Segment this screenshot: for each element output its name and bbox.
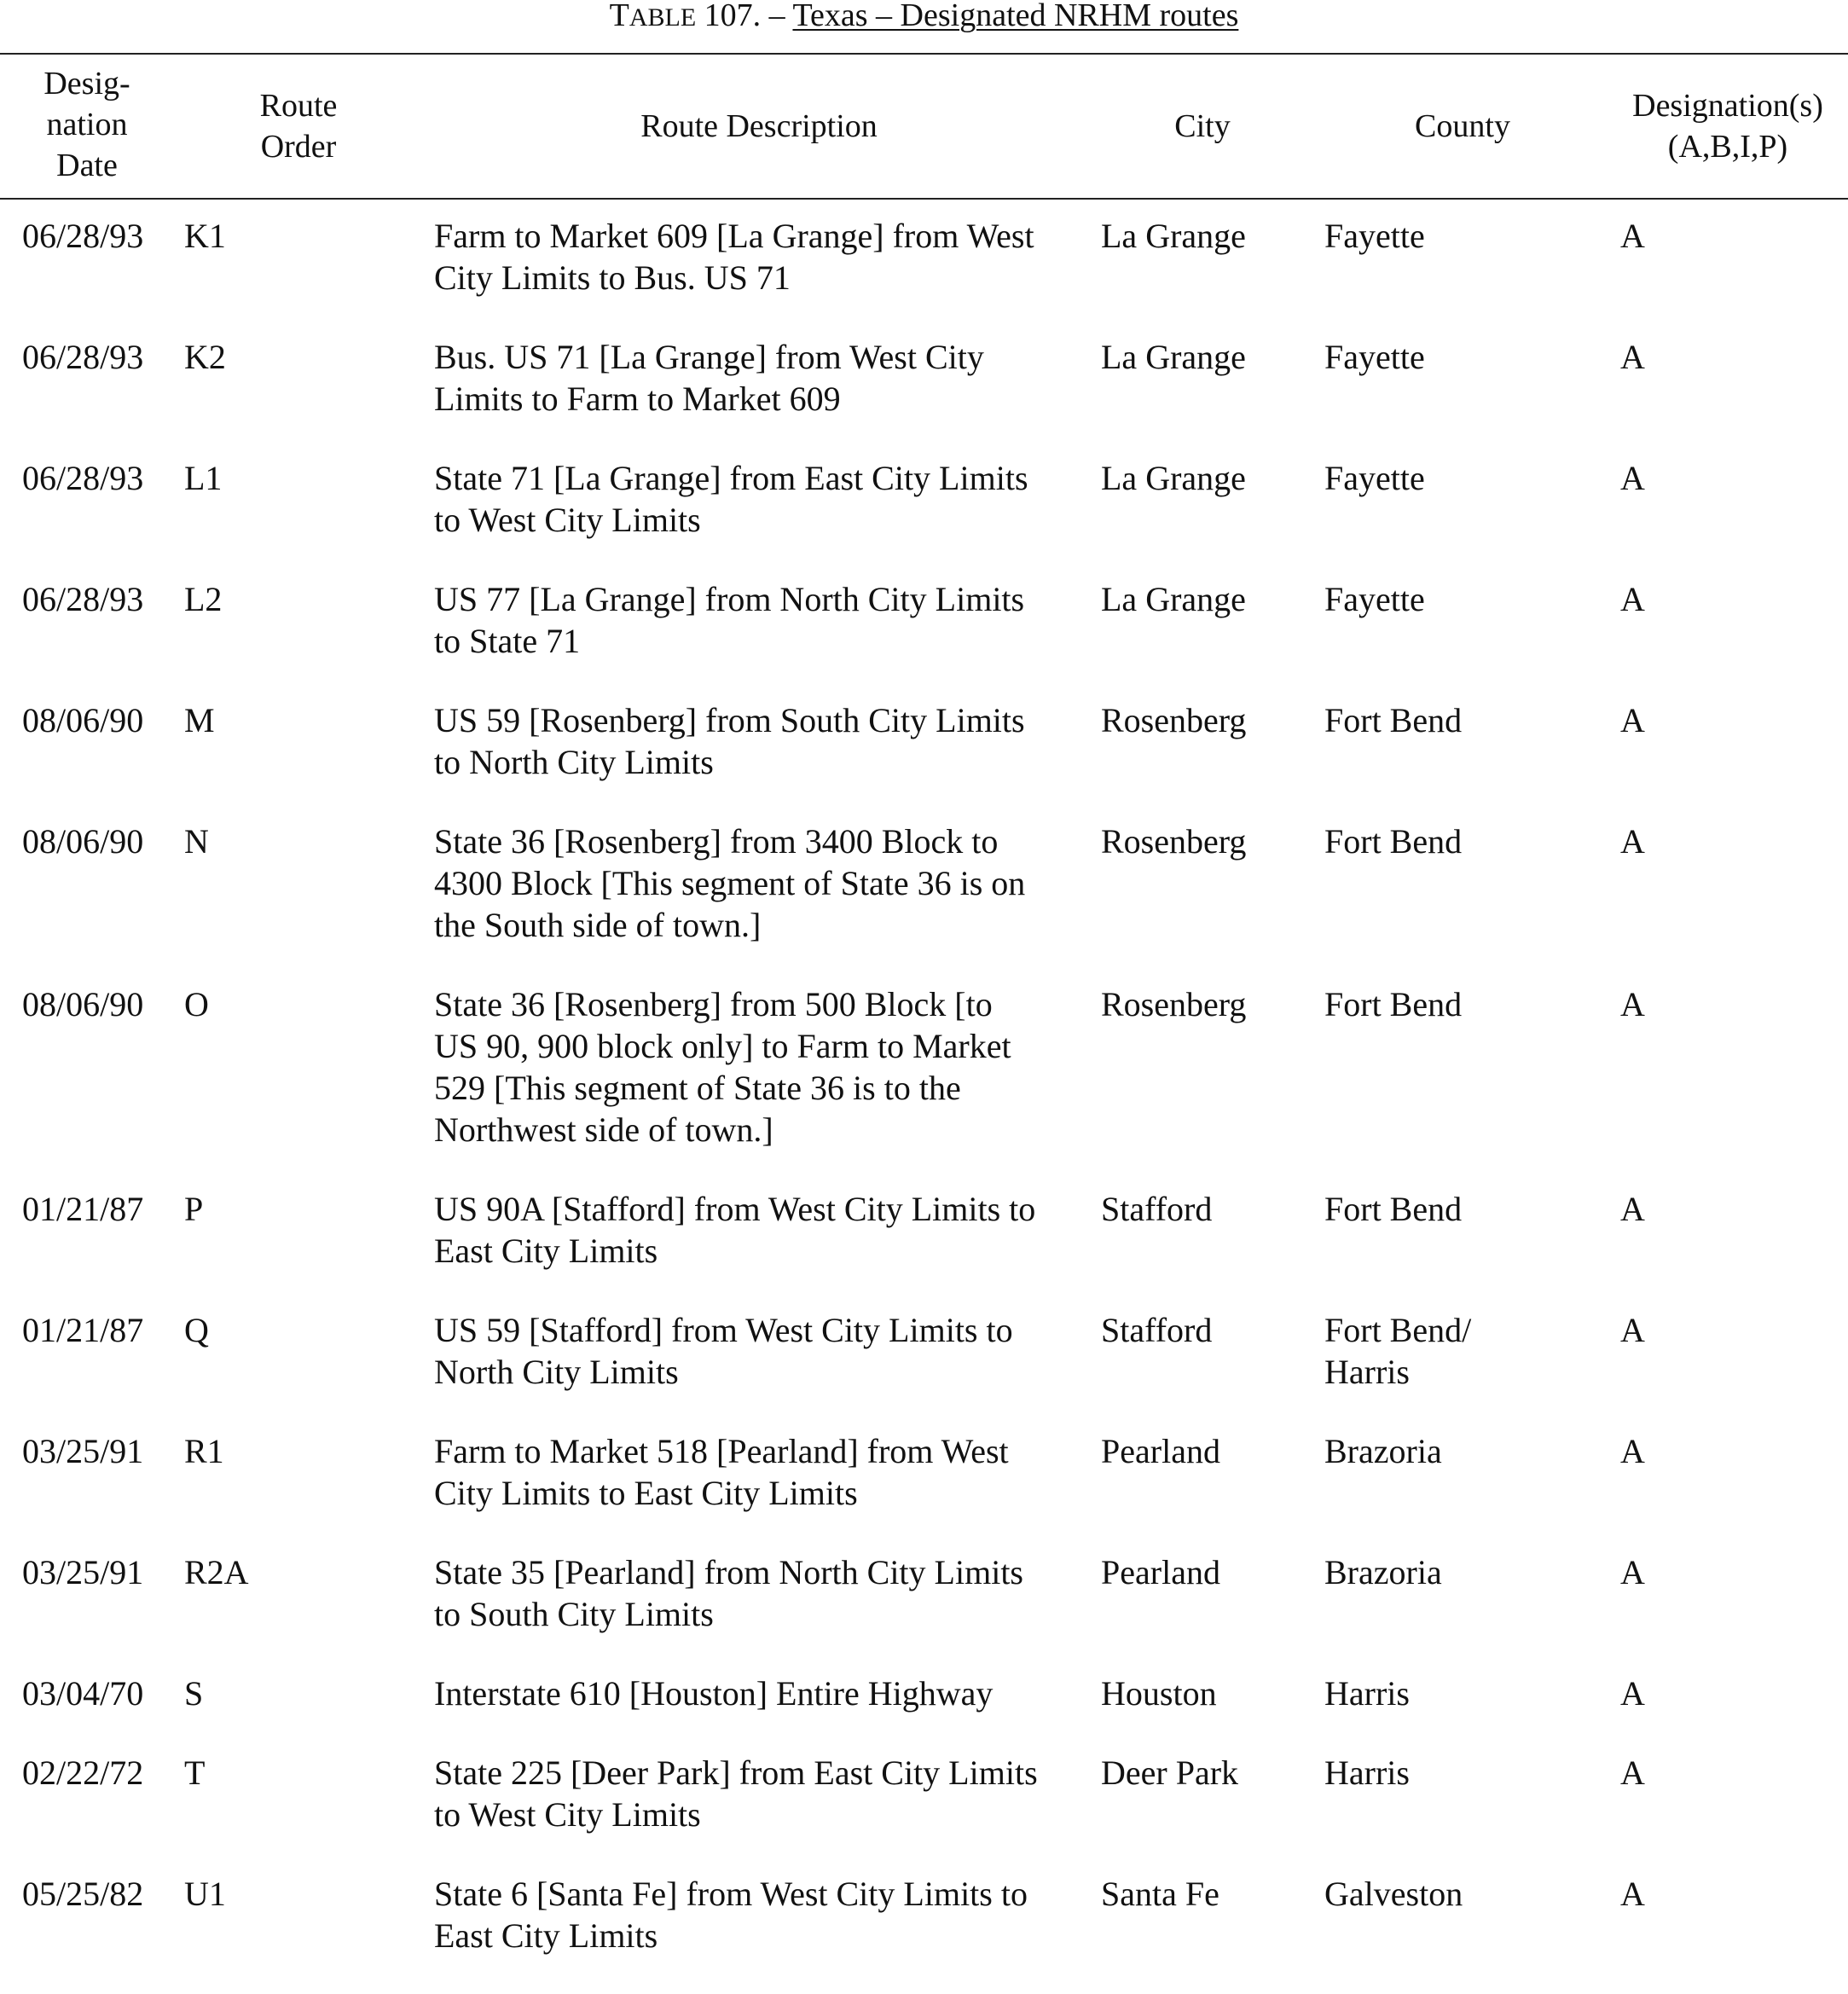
designation-cell: A [1620, 459, 1645, 497]
city-cell: La Grange [1101, 338, 1246, 376]
county-cell [1324, 336, 1614, 378]
route-description-cell-line: Farm to Market 609 [La Grange] from West [434, 217, 1034, 255]
route-description-cell-line: State 36 [Rosenberg] from 500 Block [to [434, 985, 993, 1023]
designation-date-cell: 06/28/93 [22, 217, 144, 255]
city-cell: Rosenberg [1101, 701, 1247, 739]
designation-date-cell: 03/04/70 [22, 1674, 144, 1713]
route-order-cell: S [184, 1674, 204, 1713]
route-description-cell-line: Bus. US 71 [La Grange] from West City [434, 338, 984, 376]
route-description-cell-line: Interstate 610 [Houston] Entire Highway [434, 1674, 994, 1713]
route-description-cell-line: 529 [This segment of State 36 is to the [434, 1069, 961, 1107]
header-date-line: Desig- [43, 66, 130, 101]
city-cell: Pearland [1101, 1432, 1220, 1470]
county-cell [1324, 215, 1614, 257]
county-cell [1324, 1873, 1614, 1915]
designation-date-cell: 05/25/82 [22, 1875, 144, 1913]
table-row [0, 1752, 1848, 1873]
county-cell [1324, 983, 1614, 1025]
header-city [1100, 106, 1305, 147]
table-row [0, 983, 1848, 1188]
header-date-line: Date [56, 148, 118, 183]
route-description-cell-line: US 77 [La Grange] from North City Limits [434, 580, 1025, 618]
designation-cell: A [1620, 822, 1645, 861]
designation-date-cell: 03/25/91 [22, 1553, 144, 1591]
route-description-cell [434, 983, 1099, 1151]
county-cell-line: Fayette [1324, 459, 1425, 497]
route-order-cell: P [184, 1190, 204, 1228]
route-description-cell-line: State 6 [Santa Fe] from West City Limits to [434, 1875, 1028, 1913]
route-description-cell-line: Farm to Market 518 [Pearland] from West [434, 1432, 1009, 1470]
designation-cell: A [1620, 1311, 1645, 1349]
city-cell: Rosenberg [1101, 822, 1247, 861]
caption-title: Texas – Designated NRHM routes [792, 0, 1239, 33]
route-description-cell-line: State 71 [La Grange] from East City Limits [434, 459, 1028, 497]
designation-cell: A [1620, 338, 1645, 376]
header-designation-date [22, 63, 152, 186]
route-order-cell: O [184, 985, 209, 1023]
route-description-cell [434, 1551, 1099, 1635]
county-cell-line: Fort Bend [1324, 1190, 1463, 1228]
route-description-cell-line: to South City Limits [434, 1595, 714, 1633]
route-description-cell-line: State 35 [Pearland] from North City Limits [434, 1553, 1023, 1591]
route-order-cell: L1 [184, 459, 223, 497]
county-cell [1324, 578, 1614, 620]
route-description-cell-line: to West City Limits [434, 501, 701, 539]
table-top-rule [0, 53, 1848, 55]
county-cell [1324, 1752, 1614, 1794]
route-description-cell [434, 1430, 1099, 1514]
route-description-cell-line: US 59 [Stafford] from West City Limits to [434, 1311, 1013, 1349]
route-description-cell-line: to State 71 [434, 622, 581, 660]
county-cell [1324, 699, 1614, 741]
route-order-cell: M [184, 701, 215, 739]
designation-cell: A [1620, 985, 1645, 1023]
caption-table-initial: T [609, 0, 629, 33]
header-county-text: County [1415, 108, 1510, 144]
city-cell: Pearland [1101, 1553, 1220, 1591]
county-cell-line: Harris [1324, 1753, 1410, 1792]
county-cell [1324, 820, 1614, 862]
header-order-line: Order [260, 129, 337, 165]
county-cell-line: Fayette [1324, 217, 1425, 255]
designation-date-cell: 03/25/91 [22, 1432, 144, 1470]
city-cell: La Grange [1101, 459, 1246, 497]
county-cell [1324, 1309, 1614, 1393]
designation-cell: A [1620, 1674, 1645, 1713]
county-cell-line: Brazoria [1324, 1432, 1442, 1470]
route-order-cell: Q [184, 1311, 209, 1349]
header-designation-line: (A,B,I,P) [1667, 129, 1788, 165]
route-order-cell: K1 [184, 217, 226, 255]
designation-date-cell: 08/06/90 [22, 701, 144, 739]
table-row [0, 699, 1848, 820]
county-cell [1324, 1551, 1614, 1593]
county-cell-line: Fayette [1324, 580, 1425, 618]
table-row [0, 215, 1848, 336]
county-cell-line: Harris [1324, 1674, 1410, 1713]
header-designation-line: Designation(s) [1632, 88, 1823, 124]
table-row [0, 1309, 1848, 1430]
route-description-cell-line: East City Limits [434, 1916, 658, 1955]
header-designations [1616, 85, 1839, 167]
route-description-cell-line: to West City Limits [434, 1795, 701, 1834]
route-description-cell [434, 1752, 1099, 1835]
route-description-cell [434, 1188, 1099, 1272]
table-row [0, 1551, 1848, 1672]
county-cell-line: Galveston [1324, 1875, 1463, 1913]
route-description-cell [434, 1873, 1099, 1956]
route-description-cell [434, 215, 1099, 299]
designation-date-cell: 02/22/72 [22, 1753, 144, 1792]
city-cell: Santa Fe [1101, 1875, 1219, 1913]
route-description-cell [434, 578, 1099, 662]
city-cell: Houston [1101, 1674, 1217, 1713]
table-row [0, 578, 1848, 699]
route-description-cell-line: State 225 [Deer Park] from East City Limits [434, 1753, 1038, 1792]
header-route-description [512, 106, 1006, 147]
designation-cell: A [1620, 1753, 1645, 1792]
city-cell: Deer Park [1101, 1753, 1239, 1792]
designation-cell: A [1620, 1432, 1645, 1470]
header-route-order [217, 85, 379, 167]
route-description-cell [434, 1309, 1099, 1393]
header-date-line: nation [46, 107, 128, 142]
designation-date-cell: 08/06/90 [22, 822, 144, 861]
city-cell: Stafford [1101, 1190, 1213, 1228]
route-description-cell-line: US 59 [Rosenberg] from South City Limits [434, 701, 1025, 739]
route-description-cell [434, 699, 1099, 783]
designation-date-cell: 06/28/93 [22, 580, 144, 618]
route-order-cell: R2A [184, 1553, 249, 1591]
city-cell: Rosenberg [1101, 985, 1247, 1023]
county-cell-line: Fort Bend [1324, 822, 1463, 861]
county-cell [1324, 1188, 1614, 1230]
county-cell-line: Fort Bend [1324, 985, 1463, 1023]
header-order-line: Route [259, 88, 338, 124]
table-row [0, 1430, 1848, 1551]
route-description-cell-line: Limits to Farm to Market 609 [434, 380, 841, 418]
table-caption [0, 0, 1848, 34]
designation-date-cell: 01/21/87 [22, 1190, 144, 1228]
table-row [0, 1873, 1848, 1994]
route-description-cell [434, 457, 1099, 541]
city-cell: Stafford [1101, 1311, 1213, 1349]
county-cell-line: Brazoria [1324, 1553, 1442, 1591]
route-order-cell: K2 [184, 338, 226, 376]
designation-date-cell: 08/06/90 [22, 985, 144, 1023]
route-order-cell: N [184, 822, 209, 861]
designation-date-cell: 06/28/93 [22, 459, 144, 497]
county-cell [1324, 1672, 1614, 1714]
designation-cell: A [1620, 217, 1645, 255]
table-row [0, 1188, 1848, 1309]
designation-date-cell: 06/28/93 [22, 338, 144, 376]
caption-table-rest: ABLE [629, 3, 697, 32]
route-description-cell-line: State 36 [Rosenberg] from 3400 Block to [434, 822, 999, 861]
city-cell: La Grange [1101, 217, 1246, 255]
table-row [0, 820, 1848, 983]
county-cell-line: Fayette [1324, 338, 1425, 376]
route-description-cell-line: US 90, 900 block only] to Farm to Market [434, 1027, 1011, 1065]
designation-cell: A [1620, 1190, 1645, 1228]
header-bottom-rule [0, 198, 1848, 200]
route-description-cell-line: to North City Limits [434, 743, 714, 781]
table-row [0, 336, 1848, 457]
header-description-text: Route Description [640, 108, 878, 144]
route-description-cell-line: North City Limits [434, 1353, 679, 1391]
route-order-cell: R1 [184, 1432, 224, 1470]
designation-cell: A [1620, 701, 1645, 739]
route-order-cell: T [184, 1753, 206, 1792]
header-county [1339, 106, 1586, 147]
designation-cell: A [1620, 580, 1645, 618]
designation-cell: A [1620, 1553, 1645, 1591]
route-order-cell: U1 [184, 1875, 226, 1913]
route-order-cell: L2 [184, 580, 223, 618]
route-description-cell [434, 820, 1099, 946]
county-cell-line: Fort Bend [1324, 701, 1463, 739]
county-cell [1324, 457, 1614, 499]
route-description-cell-line: the South side of town.] [434, 906, 762, 944]
route-description-cell-line: City Limits to East City Limits [434, 1474, 858, 1512]
table-body [0, 215, 1848, 1994]
county-cell-line: Harris [1324, 1353, 1410, 1391]
route-description-cell [434, 336, 1099, 420]
route-description-cell-line: East City Limits [434, 1232, 658, 1270]
route-description-cell-line: City Limits to Bus. US 71 [434, 258, 791, 297]
route-description-cell-line: 4300 Block [This segment of State 36 is on [434, 864, 1026, 902]
caption-table-number: 107. [704, 0, 762, 33]
county-cell [1324, 1430, 1614, 1472]
designation-date-cell: 01/21/87 [22, 1311, 144, 1349]
county-cell-line: Fort Bend/ [1324, 1311, 1472, 1349]
table-row [0, 1672, 1848, 1752]
city-cell: La Grange [1101, 580, 1246, 618]
table-row [0, 457, 1848, 578]
route-description-cell-line: US 90A [Stafford] from West City Limits to [434, 1190, 1036, 1228]
designation-cell: A [1620, 1875, 1645, 1913]
route-description-cell [434, 1672, 1099, 1714]
caption-dash: – [768, 0, 785, 33]
header-city-text: City [1174, 108, 1231, 144]
route-description-cell-line: Northwest side of town.] [434, 1110, 773, 1149]
